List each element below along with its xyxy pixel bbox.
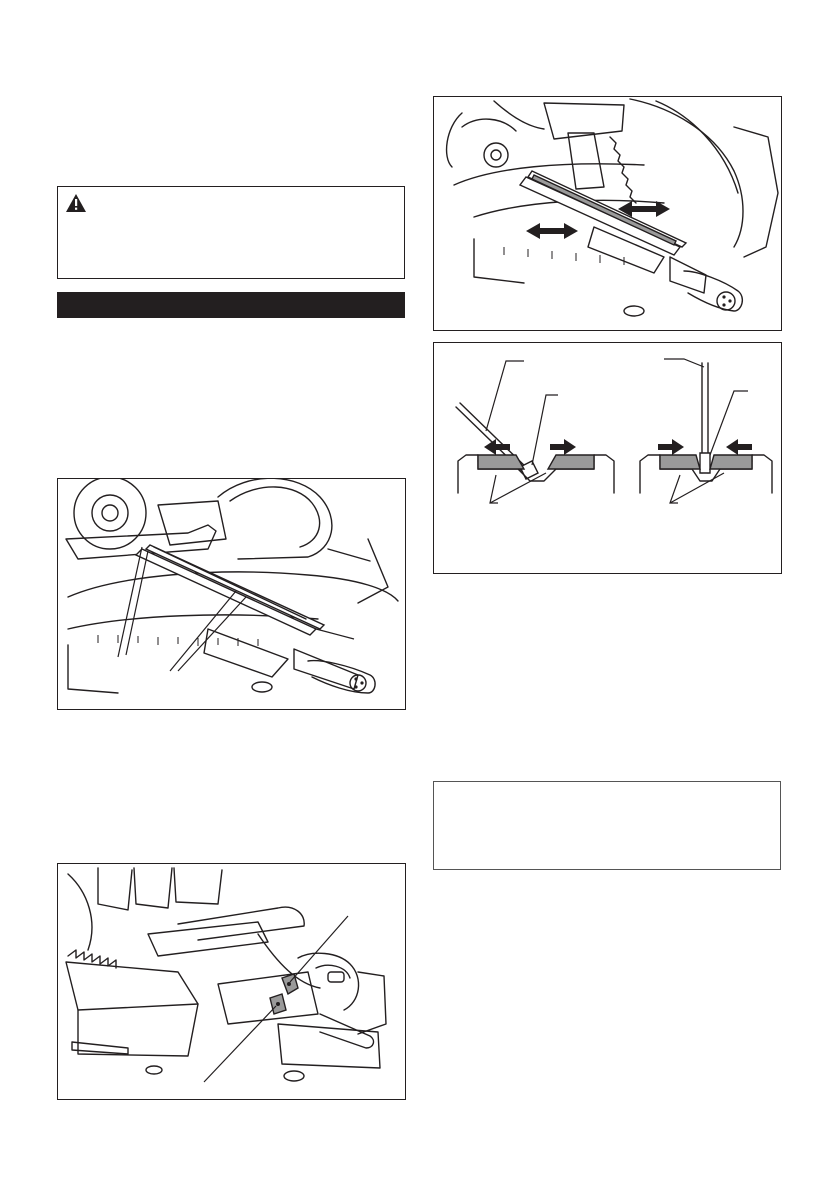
section-heading-bar [57,292,405,318]
figure-kerf-board-adjustment [433,96,782,331]
figure-kerf-gap-diagram [433,342,782,574]
note-box [433,781,781,870]
warning-triangle-icon [65,193,87,213]
warning-box [57,186,405,279]
miter-saw-lock-lever-illustration [58,864,405,1099]
figure-kerf-boards-overview [57,478,406,710]
kerf-gap-cross-section-diagram [434,343,781,573]
figure-slide-lock-lever [57,863,406,1100]
miter-saw-kerf-adjust-illustration [434,97,781,330]
miter-saw-kerf-board-illustration [58,479,405,709]
